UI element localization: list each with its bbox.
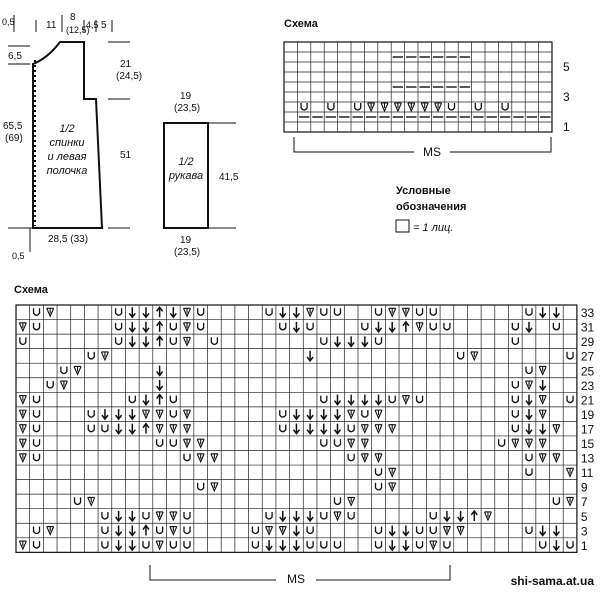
big-row-label-31: 31 xyxy=(580,320,595,335)
armhole-dim: 21 xyxy=(120,59,132,70)
big-row-label-15: 15 xyxy=(580,437,595,451)
sleeve-label-1: 1/2 xyxy=(178,156,194,168)
top-dim-5: 5 xyxy=(101,20,107,31)
small-row-label-5: 5 xyxy=(563,60,570,74)
big-row-label-9: 9 xyxy=(580,480,588,495)
legend-title-1: Условные xyxy=(396,185,451,197)
big-scheme xyxy=(14,284,595,587)
small-scheme xyxy=(284,18,570,234)
sleeve-top-1: 19 xyxy=(180,91,192,102)
big-row-label-29: 29 xyxy=(580,335,595,350)
small-row-label-1: 1 xyxy=(563,120,570,134)
top-dim-2: 11 xyxy=(46,20,57,31)
big-row-label-17: 17 xyxy=(580,422,595,437)
big-row-label-13: 13 xyxy=(580,451,595,466)
side-dim: 51 xyxy=(120,150,132,161)
small-grid-lines xyxy=(284,42,552,132)
garment-pattern xyxy=(2,12,239,261)
legend-text: = 1 лиц. xyxy=(413,222,454,234)
sleeve-bottom-1: 19 xyxy=(180,235,192,246)
top-dim-3: 8 xyxy=(70,12,76,23)
small-row-label-3: 3 xyxy=(563,90,570,104)
big-row-label-19: 19 xyxy=(580,407,595,422)
shape-label-1: 1/2 xyxy=(59,123,75,135)
small-ms-label: MS xyxy=(423,145,441,159)
bottom-dim-left: 0,5 xyxy=(12,251,25,261)
big-row-label-5: 5 xyxy=(580,509,588,524)
big-row-label-7: 7 xyxy=(580,495,588,510)
legend-title-2: обозначения xyxy=(396,201,467,213)
sleeve-length: 41,5 xyxy=(219,172,239,183)
shoulder-drop: 6,5 xyxy=(8,51,22,62)
big-row-label-21: 21 xyxy=(580,393,595,408)
big-row-label-23: 23 xyxy=(580,378,595,393)
shape-label-3: и левая xyxy=(47,151,87,163)
big-row-label-27: 27 xyxy=(580,349,595,364)
top-dim-1: 0,5 xyxy=(2,17,15,27)
small-scheme-grid xyxy=(284,42,552,132)
big-row-label-33: 33 xyxy=(580,306,595,321)
watermark: shi-sama.at.ua xyxy=(510,574,594,588)
big-scheme-grid xyxy=(16,305,577,552)
shape-label-2: спинки xyxy=(49,137,85,149)
armhole-dim-alt: (24,5) xyxy=(116,71,143,82)
back-front-outline xyxy=(33,42,102,228)
sleeve-label-2: рукава xyxy=(168,170,204,182)
big-row-label-25: 25 xyxy=(580,364,595,379)
shape-label-4: полочка xyxy=(46,165,88,177)
big-row-label-1: 1 xyxy=(580,538,588,553)
length-dim: 65,5 xyxy=(3,121,23,132)
legend-knit-square xyxy=(396,220,409,232)
top-dim-3-alt: (12,5) xyxy=(66,25,90,35)
big-scheme-title: Схема xyxy=(14,284,48,296)
big-ms-label: MS xyxy=(287,572,305,586)
bottom-width: 28,5 (33) xyxy=(48,234,89,245)
big-row-label-3: 3 xyxy=(580,524,588,539)
small-scheme-title: Схема xyxy=(284,18,318,30)
top-dim-4: 4,5 xyxy=(86,20,99,30)
length-dim-alt: (69) xyxy=(5,133,23,144)
big-scheme-row-labels xyxy=(581,306,595,553)
sleeve-bottom-2: (23,5) xyxy=(174,247,201,258)
sleeve-top-2: (23,5) xyxy=(174,103,201,114)
big-row-label-11: 11 xyxy=(580,466,594,481)
